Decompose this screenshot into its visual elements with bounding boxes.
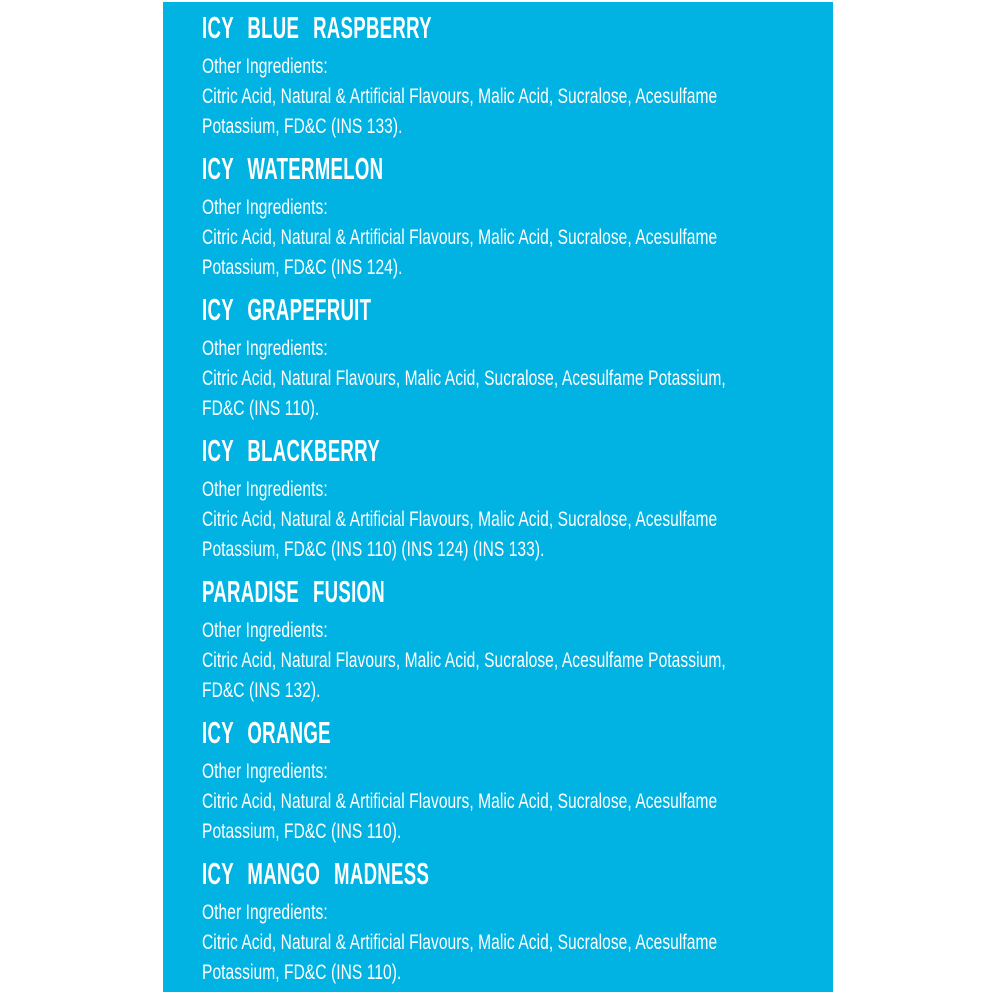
ingredients-line: Citric Acid, Natural & Artificial Flavours, Malic Acid, Sucralose, Acesulfame xyxy=(202,790,718,813)
ingredients-line: Citric Acid, Natural & Artificial Flavours, Malic Acid, Sucralose, Acesulfame xyxy=(202,226,718,249)
other-ingredients-label: Other Ingredients: xyxy=(202,55,328,78)
ingredients-line: Potassium, FD&C (INS 110) (INS 124) (INS 133). xyxy=(202,538,545,561)
other-ingredients-label: Other Ingredients: xyxy=(202,196,328,219)
other-ingredients-label: Other Ingredients: xyxy=(202,760,328,783)
ingredients-line: Citric Acid, Natural & Artificial Flavours, Malic Acid, Sucralose, Acesulfame xyxy=(202,85,718,108)
other-ingredients-label: Other Ingredients: xyxy=(202,901,328,924)
flavor-section-orange xyxy=(202,717,803,847)
ingredients-line: Citric Acid, Natural Flavours, Malic Acid, Sucralose, Acesulfame Potassium, xyxy=(202,367,726,390)
ingredients-line: FD&C (INS 110). xyxy=(202,397,320,420)
flavor-title: ICY BLUE RASPBERRY xyxy=(202,10,432,45)
ingredients-line: Citric Acid, Natural & Artificial Flavours, Malic Acid, Sucralose, Acesulfame xyxy=(202,931,718,954)
ingredients-line: Potassium, FD&C (INS 110). xyxy=(202,961,402,984)
ingredients-line: Citric Acid, Natural Flavours, Malic Acid, Sucralose, Acesulfame Potassium, xyxy=(202,649,726,672)
flavor-title: ICY GRAPEFRUIT xyxy=(202,292,372,327)
flavor-title: ICY BLACKBERRY xyxy=(202,433,380,468)
flavor-title: ICY ORANGE xyxy=(202,715,331,750)
ingredients-line: Potassium, FD&C (INS 124). xyxy=(202,256,403,279)
flavor-title: ICY WATERMELON xyxy=(202,151,384,186)
flavor-title: PARADISE FUSION xyxy=(202,574,386,609)
flavor-section-paradise-fusion xyxy=(202,576,803,706)
flavor-section-blackberry xyxy=(202,435,803,565)
ingredients-line: Potassium, FD&C (INS 133). xyxy=(202,115,403,138)
flavor-section-blue-raspberry xyxy=(202,12,803,142)
flavor-section-watermelon xyxy=(202,153,803,283)
flavor-section-mango-madness xyxy=(202,858,803,988)
flavor-title: ICY MANGO MADNESS xyxy=(202,856,430,891)
flavor-section-grapefruit xyxy=(202,294,803,424)
ingredients-line: FD&C (INS 132). xyxy=(202,679,321,702)
other-ingredients-label: Other Ingredients: xyxy=(202,619,328,642)
other-ingredients-label: Other Ingredients: xyxy=(202,337,328,360)
ingredients-label-panel xyxy=(163,2,833,992)
other-ingredients-label: Other Ingredients: xyxy=(202,478,328,501)
ingredients-line: Potassium, FD&C (INS 110). xyxy=(202,820,402,843)
ingredients-line: Citric Acid, Natural & Artificial Flavours, Malic Acid, Sucralose, Acesulfame xyxy=(202,508,718,531)
